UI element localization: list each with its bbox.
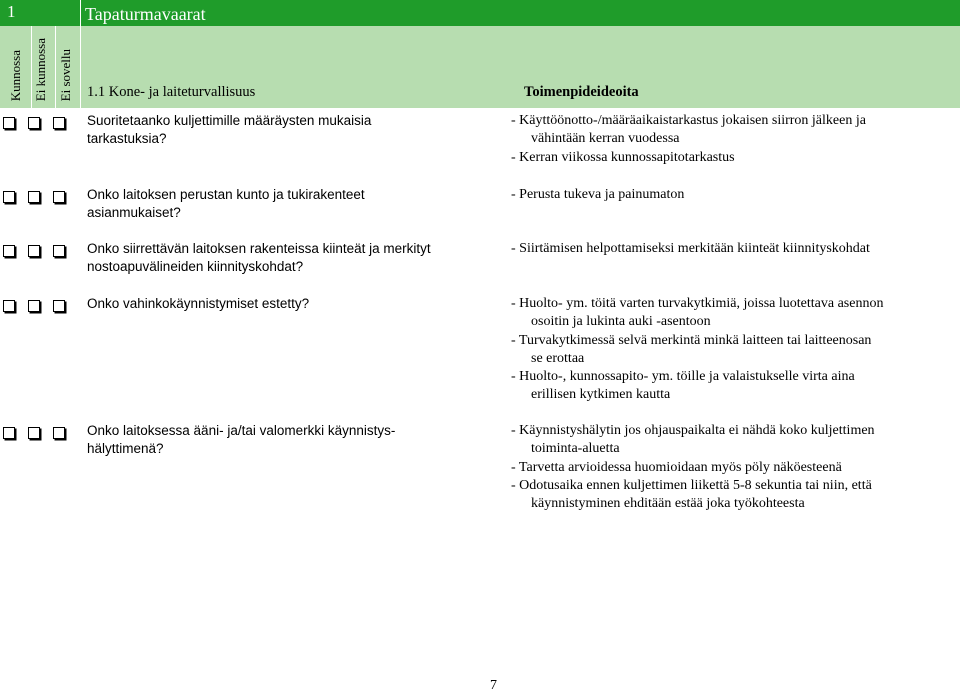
title-divider (80, 0, 81, 26)
header-divider (80, 26, 81, 108)
checkbox-ei-kunnossa[interactable] (28, 245, 40, 257)
action-line: erillisen kytkimen kautta (531, 387, 671, 403)
action-line: käynnistyminen ehditään estää joka työkohteesta (531, 496, 805, 512)
action-ideas (511, 186, 951, 204)
action-ideas (511, 422, 951, 513)
question (87, 186, 447, 222)
checkbox-ei-sovellu[interactable] (53, 245, 65, 257)
checkbox-ei-sovellu[interactable] (53, 191, 65, 203)
checkbox-kunnossa[interactable] (3, 191, 15, 203)
action-ideas (511, 112, 951, 167)
question (87, 112, 447, 148)
action-line: - Perusta tukeva ja painumaton (511, 187, 685, 202)
checkbox-ei-sovellu[interactable] (53, 117, 65, 129)
question (87, 295, 447, 313)
question-line: tarkastuksia? (87, 131, 167, 146)
section-number: 1 (7, 2, 16, 21)
action-ideas (511, 240, 951, 258)
question (87, 240, 447, 276)
question-line: Onko laitoksessa ääni- ja/tai valomerkki käynnistys- (87, 423, 396, 438)
action-ideas (511, 295, 951, 405)
action-line: toiminta-aluetta (531, 441, 620, 457)
question-line: Onko vahinkokäynnistymiset estetty? (87, 296, 310, 311)
header-divider (31, 26, 32, 108)
checkbox-kunnossa[interactable] (3, 245, 15, 257)
header-divider (55, 26, 56, 108)
column-header-kunnossa: Kunnossa (8, 49, 23, 101)
action-line: - Tarvetta arvioidessa huomioidaan myös pöly näköesteenä (511, 459, 842, 475)
actions-heading: Toimenpideideoita (524, 84, 639, 100)
checkbox-ei-kunnossa[interactable] (28, 191, 40, 203)
column-header-ei-kunnossa: Ei kunnossa (33, 37, 48, 101)
question-line: nostoapuvälineiden kiinnityskohdat? (87, 259, 304, 274)
question-line: hälyttimenä? (87, 441, 164, 456)
checkbox-ei-kunnossa[interactable] (28, 117, 40, 129)
section-title-bar (0, 0, 960, 26)
action-line: - Siirtämisen helpottamiseksi merkitään kiinteät kiinnityskohdat (511, 241, 870, 256)
question-line: Onko laitoksen perustan kunto ja tukirakenteet (87, 187, 365, 202)
action-line: - Huolto-, kunnossapito- ym. töille ja valaistukselle virta aina (511, 369, 855, 385)
checkbox-kunnossa[interactable] (3, 117, 15, 129)
checkbox-kunnossa[interactable] (3, 300, 15, 312)
question-line: asianmukaiset? (87, 205, 181, 220)
question-line: Suoritetaanko kuljettimille määräysten mukaisia (87, 113, 372, 128)
action-line: - Turvakytkimessä selvä merkintä minkä laitteen tai laitteenosan (511, 332, 872, 348)
question-line: Onko siirrettävän laitoksen rakenteissa kiinteät ja merkityt (87, 241, 431, 256)
action-line: osoitin ja lukinta auki -asentoon (531, 314, 711, 330)
column-header-ei-sovellu: Ei sovellu (58, 48, 73, 101)
question (87, 422, 447, 458)
action-line: - Huolto- ym. töitä varten turvakytkimiä, joissa luotettava asennon (511, 296, 884, 311)
checkbox-kunnossa[interactable] (3, 427, 15, 439)
action-line: - Käyttöönotto-/määräaikaistarkastus jokaisen siirron jälkeen ja (511, 113, 866, 128)
action-line: vähintään kerran vuodessa (531, 131, 680, 147)
checkbox-ei-sovellu[interactable] (53, 300, 65, 312)
checkbox-ei-kunnossa[interactable] (28, 427, 40, 439)
checkbox-ei-sovellu[interactable] (53, 427, 65, 439)
subsection-heading: 1.1 Kone- ja laiteturvallisuus (87, 84, 256, 100)
action-line: - Odotusaika ennen kuljettimen liikettä 5-8 sekuntia tai niin, että (511, 477, 872, 493)
action-line: - Kerran viikossa kunnossapitotarkastus (511, 149, 735, 165)
action-line: - Käynnistyshälytin jos ohjauspaikalta ei nähdä koko kuljettimen (511, 423, 875, 438)
page-number: 7 (490, 678, 497, 693)
section-title: Tapaturmavaarat (85, 4, 206, 24)
action-line: se erottaa (531, 350, 585, 366)
checkbox-ei-kunnossa[interactable] (28, 300, 40, 312)
